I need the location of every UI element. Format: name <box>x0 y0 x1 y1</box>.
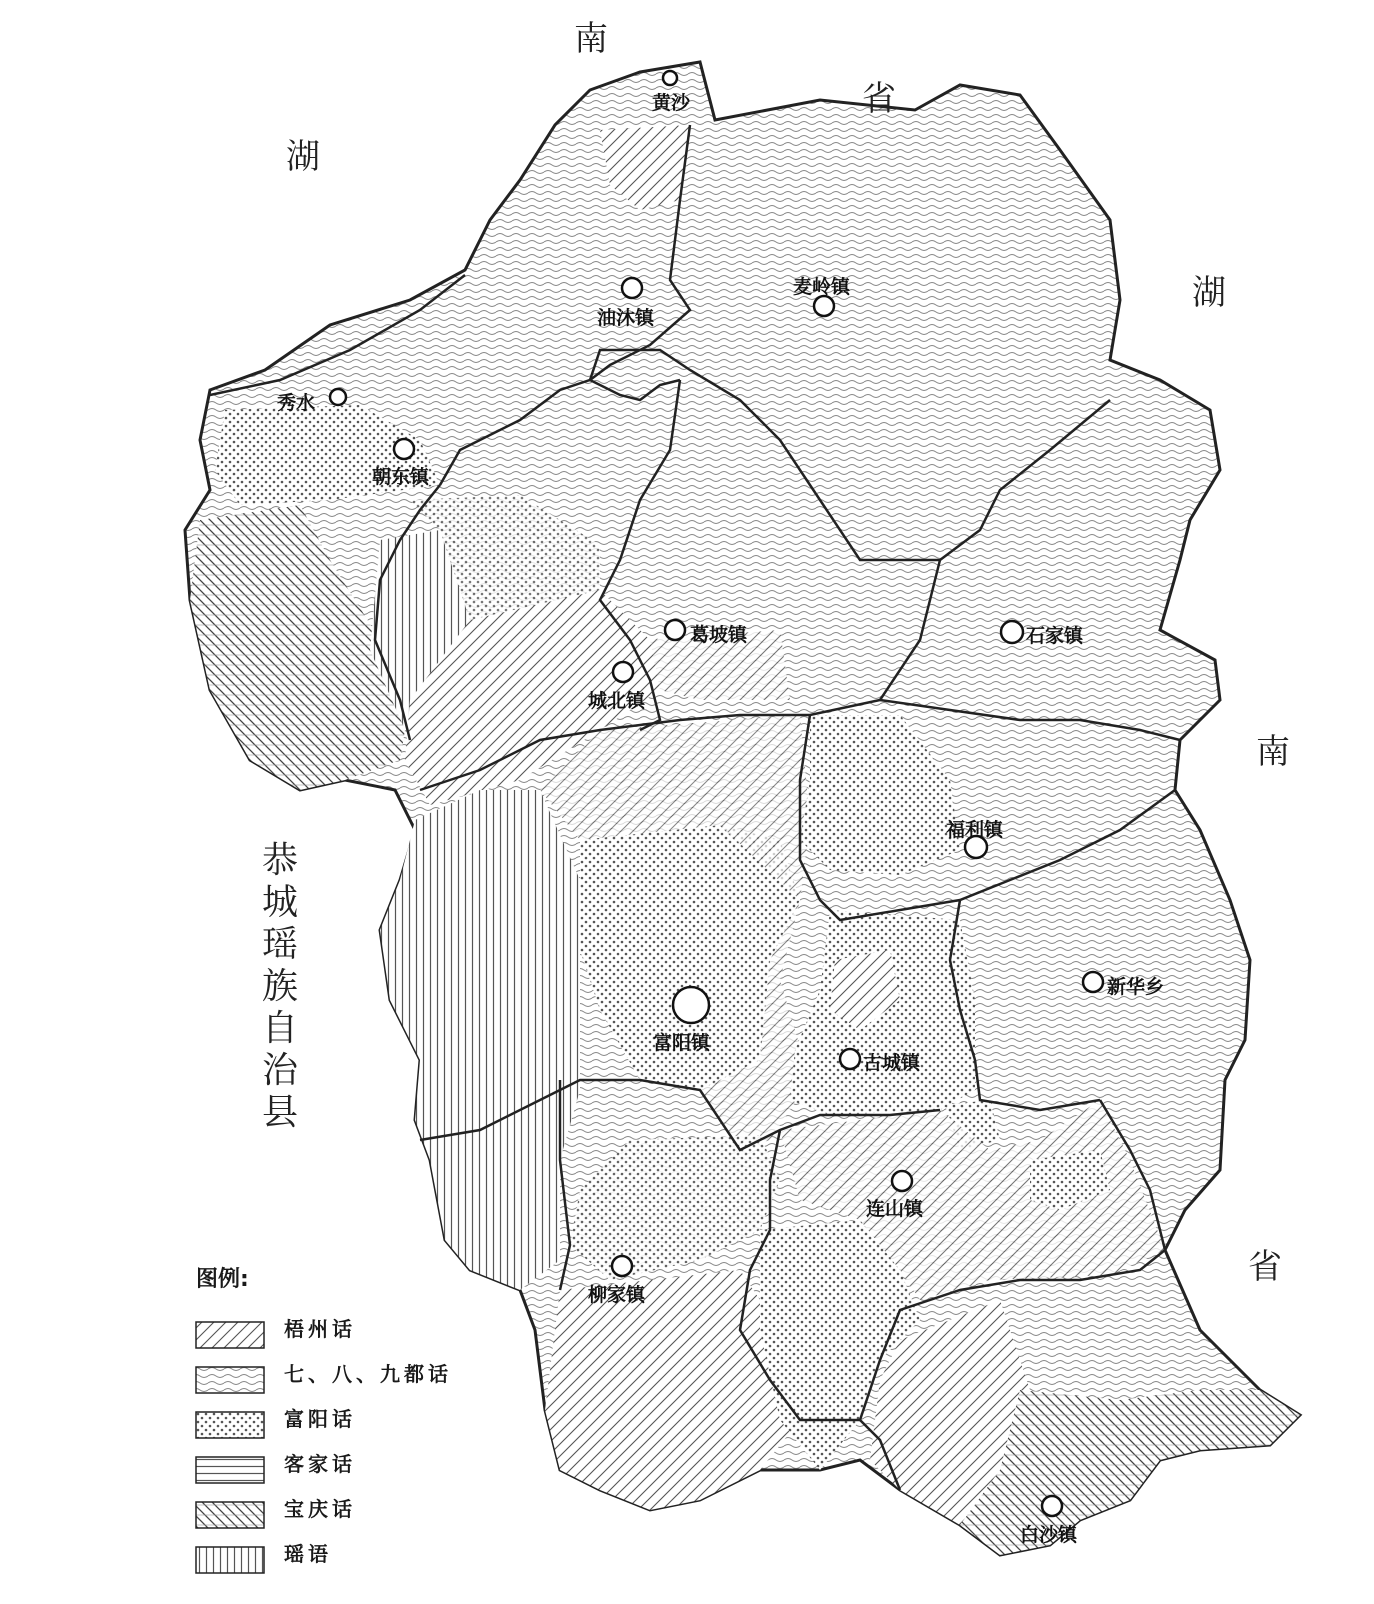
label-sheng-right: 省 <box>1248 1247 1282 1287</box>
legend-label-qiba: 七、八、九都话 <box>284 1362 452 1386</box>
legend-item-qiba <box>196 1350 452 1395</box>
town-label-xinhua: 新华乡 <box>1107 976 1165 998</box>
legend-label-fuyang: 富阳话 <box>284 1407 356 1431</box>
legend-swatch-slot <box>196 1405 264 1431</box>
town-label-chaodong: 朝东镇 <box>372 466 430 488</box>
town-dot-lianshan <box>892 1171 912 1191</box>
legend-swatch-slot <box>196 1450 264 1476</box>
town-dot-chengbei <box>613 662 633 682</box>
legend-item-wuzhou <box>196 1305 452 1350</box>
town-label-fuli: 福利镇 <box>946 819 1004 841</box>
legend-label-baoqing: 宝庆话 <box>284 1497 356 1521</box>
town-label-baisha: 白沙镇 <box>1020 1524 1078 1546</box>
town-dot-youmu <box>622 278 642 298</box>
legend-label-wuzhou: 梧州话 <box>284 1317 356 1341</box>
legend-title: 图例: <box>196 1267 249 1292</box>
legend-item-kejia <box>196 1440 452 1485</box>
legend-swatch-slot <box>196 1315 264 1341</box>
label-nan-right: 南 <box>1256 732 1290 772</box>
town-dot-baisha <box>1042 1496 1062 1516</box>
legend-label-kejia: 客家话 <box>284 1452 356 1476</box>
town-dot-gepo <box>665 620 685 640</box>
label-hu-left: 湖 <box>286 137 320 177</box>
label-hu-right: 湖 <box>1192 273 1226 313</box>
town-dot-mailing <box>814 296 834 316</box>
town-dot-gucheng <box>840 1049 860 1069</box>
town-label-mailing: 麦岭镇 <box>793 276 851 298</box>
town-label-youmu: 油沐镇 <box>597 307 655 329</box>
town-dot-fuyang <box>673 987 709 1023</box>
town-dot-xiushui <box>330 389 346 405</box>
town-label-gucheng: 古城镇 <box>863 1052 921 1074</box>
town-label-chengbei: 城北镇 <box>588 690 646 712</box>
label-nan-top: 南 <box>574 19 608 59</box>
town-dot-shijia <box>1001 621 1023 643</box>
legend-swatch-slot <box>196 1540 264 1566</box>
town-label-shijia: 石家镇 <box>1026 625 1084 647</box>
legend <box>196 1262 452 1575</box>
town-dot-xinhua <box>1083 972 1103 992</box>
town-dot-liujia <box>612 1256 632 1276</box>
label-gongcheng: 恭城瑶族自治县 <box>262 840 299 1133</box>
legend-swatch-slot <box>196 1360 264 1386</box>
town-label-liujia: 柳家镇 <box>588 1284 646 1306</box>
town-label-lianshan: 连山镇 <box>866 1198 924 1220</box>
town-label-xiushui: 秀水 <box>277 392 316 414</box>
town-dot-huangsha <box>663 71 677 85</box>
town-label-huangsha: 黄沙 <box>652 92 691 114</box>
legend-item-fuyang <box>196 1395 452 1440</box>
legend-item-baoqing <box>196 1485 452 1530</box>
label-sheng-top: 省 <box>862 79 896 119</box>
area-yao-center <box>380 790 580 1290</box>
town-label-fuyang: 富阳镇 <box>653 1032 711 1054</box>
legend-swatch-slot <box>196 1495 264 1521</box>
town-dot-chaodong <box>394 439 414 459</box>
legend-label-yao: 瑶语 <box>284 1542 332 1566</box>
legend-item-yao <box>196 1530 452 1575</box>
town-label-gepo: 葛坡镇 <box>690 624 748 646</box>
